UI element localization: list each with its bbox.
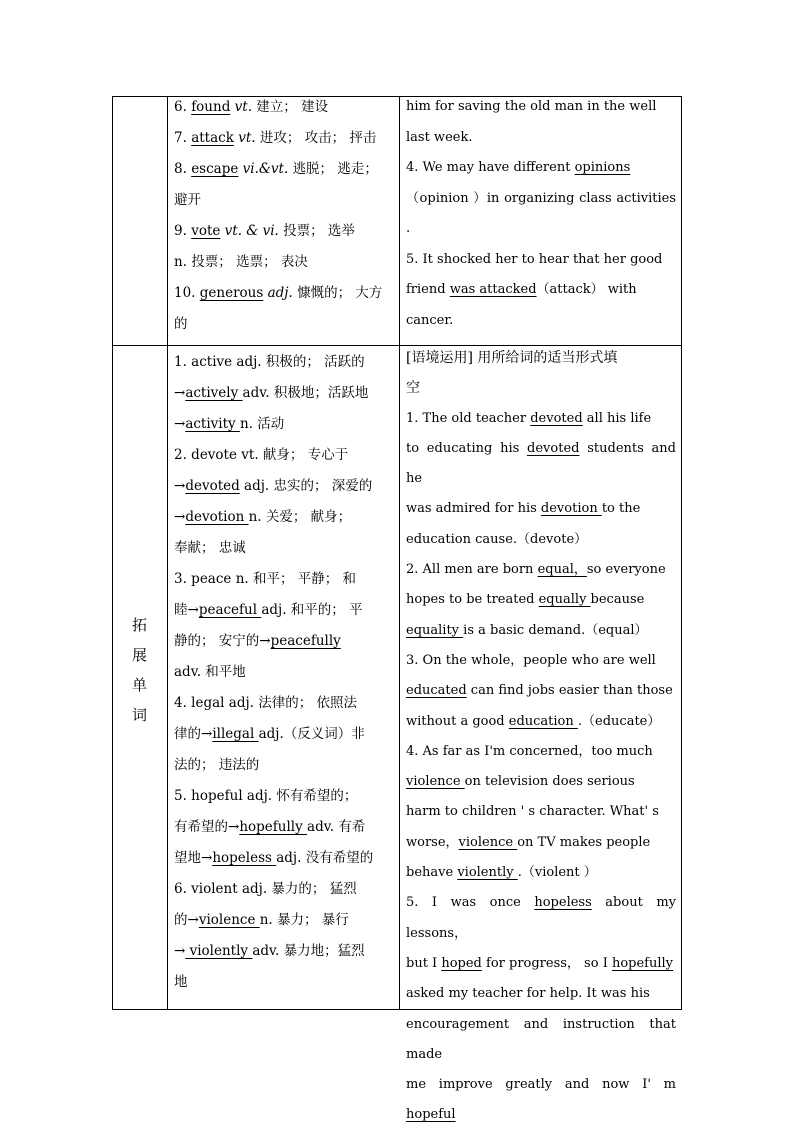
row2-exercises: [语境运用] 用所给词的适当形式填 空 1. The old teacher devoted all his life to educating his devoted students and he was admired for his devotion to the education cause.（devote） 2. All men are born equal，so everyone hopes to be treated equally because equality is a basic demand.（equal） 3. On the whole，people who are well educated can find jobs easier than those without a good education .（educate） 4. As far as I'm concerned，too much violence on television does serious harm to children ' s character. What' s worse，violence on TV makes people behave violently .（violent ） 5. I was once hopeless about my lessons， but I hoped for progress， so I hopefully asked my teacher for help. It was his encouragement and instruction that made me improve greatly and now I' m hopeful [406,343,676,1131]
answer-blank: opinions [574,160,631,175]
word-vote: vote [191,223,221,239]
column-divider-1 [167,96,168,1010]
word-entry-8: 8. escape vi.&vt. 逃脱； 逃走； [174,161,378,177]
vocabulary-table [112,96,682,1123]
word-entry-7: 7. attack vt. 进攻； 攻击； 抨击 [174,130,377,146]
row1-word-list [174,92,396,340]
word-entry-9-cont: n. 投票； 选票； 表决 [174,254,308,270]
table-border-right [681,96,682,1010]
row1-exercises: him for saving the old man in the well last week. 4. We may have different opinions （opinion ）in organizing class activities . 5. It shocked her to hear that her good friend was attacked（attack） with cancer. [406,99,676,328]
word-escape: escape [191,161,239,177]
word-attack: attack [191,130,234,146]
word-entry-9: 9. vote vt. & vi. 投票； 选举 [174,223,355,239]
table-border-left [112,96,113,1010]
word-entry-10: 10. generous adj. 慷慨的； 大方 [174,285,383,301]
word-entry-6: 6. found vt. 建立； 建设 [174,99,329,115]
word-entry-10-cont: 的 [174,316,188,332]
word-generous: generous [199,285,264,301]
word-found: found [191,99,231,115]
answer-blank: was attacked [449,282,537,297]
section-label: 拓 展 单 词 [131,616,147,724]
row2-word-list: 1. active adj. 积极的； 活跃的 →actively adv. 积极地；活跃地 →activity n. 活动 2. devote vt. 献身； 专心于 →devoted adj. 忠实的； 深爱的 →devotion n. 关爱； 献身； 奉献； 忠诚 3. peace n. 和平； 平静； 和 睦→peaceful adj. 和平的； 平 静的； 安宁的→peacefully adv. 和平地 4. legal adj. 法律的； 依照法 律的→illegal adj.（反义词）非 法的； 违法的 5. hopeful adj. 怀有希望的； 有希望的→hopefully adv. 有希 望地→hopeless adj. 没有希望的 6. violent adj. 暴力的； 猛烈 的→violence n. 暴力； 暴行 → violently adv. 暴力地；猛烈 地 [174,354,374,990]
column-divider-2 [399,96,400,1010]
exercise-heading: [语境运用] 用所给词的适当形式填 [406,350,618,366]
word-entry-8-cont: 避开 [174,192,201,208]
